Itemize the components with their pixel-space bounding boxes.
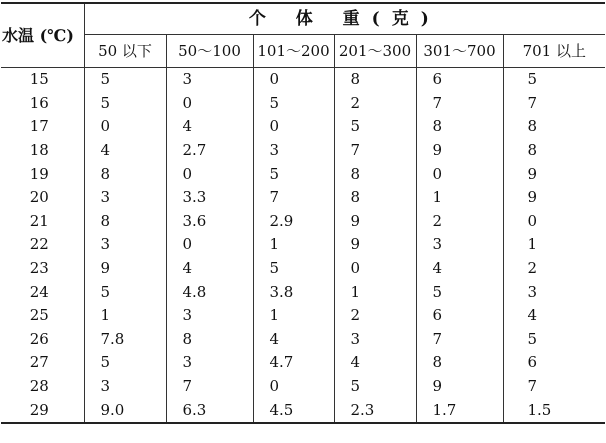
value-cell: 7 — [416, 328, 503, 352]
temperature-cell: 18 — [1, 139, 84, 163]
column-header: 701 以上 — [503, 35, 605, 68]
value-cell: 5 — [527, 70, 538, 89]
value-cell: 6 — [416, 304, 503, 328]
table-row — [1, 68, 605, 92]
value-cell: 3 — [84, 186, 166, 210]
value-cell: 3.6 — [166, 210, 253, 234]
table-body — [1, 68, 605, 423]
temperature-cell: 28 — [1, 375, 84, 399]
table-row — [1, 280, 605, 304]
value-cell: 4 — [416, 257, 503, 281]
temperature-cell: 24 — [1, 280, 84, 304]
value-cell: 5 — [416, 280, 503, 304]
table-row — [1, 398, 605, 423]
value-cell: 1.5 — [503, 398, 605, 423]
value-cell: 9 — [416, 139, 503, 163]
value-cell: 8 — [416, 115, 503, 139]
value-cell: 3 — [84, 233, 166, 257]
value-cell: 0 — [166, 162, 253, 186]
value-cell: 2 — [334, 304, 416, 328]
temperature-cell: 27 — [1, 351, 84, 375]
temperature-cell: 26 — [1, 328, 84, 352]
header-row-group — [1, 3, 605, 35]
value-cell: 0 — [84, 115, 166, 139]
value-cell: 7 — [416, 92, 503, 116]
table-row — [1, 139, 605, 163]
value-cell: 1 — [334, 280, 416, 304]
value-cell: 0 — [253, 375, 334, 399]
value-cell: 0 — [527, 211, 538, 230]
value-cell: 5 — [527, 329, 538, 348]
value-cell: 3 — [166, 304, 253, 328]
temperature-cell: 15 — [1, 68, 84, 92]
value-cell: 2.3 — [334, 398, 416, 423]
column-header: 301～700 — [416, 35, 503, 68]
value-cell: 7 — [527, 377, 538, 396]
value-cell: 4.5 — [253, 398, 334, 423]
column-header: 50～100 — [166, 35, 253, 68]
value-cell: 2 — [334, 92, 416, 116]
value-cell: 7 — [253, 186, 334, 210]
value-cell: 2 — [527, 259, 538, 278]
table-row — [1, 304, 605, 328]
value-cell: 0 — [253, 115, 334, 139]
value-cell: 3 — [527, 282, 538, 301]
temperature-cell: 25 — [1, 304, 84, 328]
value-cell: 8 — [84, 210, 166, 234]
value-cell: 3 — [166, 68, 253, 92]
temperature-cell: 29 — [1, 398, 84, 423]
table-row — [1, 257, 605, 281]
value-cell: 4 — [84, 139, 166, 163]
table-header — [1, 3, 605, 68]
value-cell: 4 — [527, 306, 538, 325]
value-cell: 5 — [84, 351, 166, 375]
value-cell: 8 — [416, 351, 503, 375]
value-cell: 5 — [253, 92, 334, 116]
value-cell: 3.3 — [166, 186, 253, 210]
value-cell: 8 — [334, 162, 416, 186]
value-cell: 1 — [527, 235, 538, 254]
value-cell: 1.7 — [416, 398, 503, 423]
value-cell: 4 — [166, 257, 253, 281]
value-cell: 2.7 — [166, 139, 253, 163]
value-cell: 8 — [166, 328, 253, 352]
body-weight-group-header: 个 体 重(克) — [84, 3, 605, 35]
water-temperature-header: 水温 (℃) — [1, 3, 84, 68]
value-cell: 6 — [416, 68, 503, 92]
value-cell: 9 — [416, 375, 503, 399]
temperature-cell: 20 — [1, 186, 84, 210]
table-row — [1, 375, 605, 399]
temperature-weight-table — [1, 2, 605, 424]
value-cell: 1 — [416, 186, 503, 210]
value-cell: 5 — [253, 257, 334, 281]
value-cell: 0 — [166, 233, 253, 257]
table-row — [1, 233, 605, 257]
value-cell: 9.0 — [84, 398, 166, 423]
value-cell: 1 — [84, 304, 166, 328]
value-cell: 3 — [84, 375, 166, 399]
value-cell: 3 — [416, 233, 503, 257]
value-cell: 3 — [253, 139, 334, 163]
value-cell: 8 — [84, 162, 166, 186]
table-row — [1, 92, 605, 116]
value-cell: 1 — [253, 304, 334, 328]
value-cell: 9 — [334, 210, 416, 234]
value-cell: 8 — [334, 186, 416, 210]
value-cell: 7.8 — [84, 328, 166, 352]
value-cell: 0 — [416, 162, 503, 186]
value-cell: 2 — [416, 210, 503, 234]
value-cell: 2.9 — [253, 210, 334, 234]
value-cell: 5 — [334, 115, 416, 139]
value-cell: 8 — [527, 141, 538, 160]
table-row — [1, 115, 605, 139]
value-cell: 9 — [527, 188, 538, 207]
temperature-cell: 19 — [1, 162, 84, 186]
column-header: 101～200 — [253, 35, 334, 68]
table-row — [1, 328, 605, 352]
temperature-cell: 22 — [1, 233, 84, 257]
value-cell: 4 — [334, 351, 416, 375]
column-header: 50 以下 — [84, 35, 166, 68]
value-cell: 1 — [253, 233, 334, 257]
value-cell: 4 — [253, 328, 334, 352]
value-cell: 4 — [166, 115, 253, 139]
table-row — [1, 351, 605, 375]
value-cell: 5 — [84, 92, 166, 116]
table-row — [1, 210, 605, 234]
value-cell: 7 — [527, 93, 538, 112]
value-cell: 3 — [334, 328, 416, 352]
value-cell: 4.8 — [166, 280, 253, 304]
value-cell: 5 — [334, 375, 416, 399]
value-cell: 9 — [84, 257, 166, 281]
value-cell: 3.8 — [253, 280, 334, 304]
value-cell: 5 — [84, 280, 166, 304]
value-cell: 7 — [166, 375, 253, 399]
temperature-cell: 17 — [1, 115, 84, 139]
value-cell: 0 — [334, 257, 416, 281]
value-cell: 3 — [166, 351, 253, 375]
value-cell: 6 — [527, 353, 538, 372]
value-cell: 5 — [84, 68, 166, 92]
table-row — [1, 186, 605, 210]
data-table-container — [0, 2, 606, 443]
value-cell: 6.3 — [166, 398, 253, 423]
value-cell: 9 — [334, 233, 416, 257]
column-header: 201～300 — [334, 35, 416, 68]
value-cell: 4.7 — [253, 351, 334, 375]
temperature-cell: 23 — [1, 257, 84, 281]
value-cell: 0 — [166, 92, 253, 116]
value-cell: 8 — [527, 117, 538, 136]
value-cell: 8 — [334, 68, 416, 92]
value-cell: 0 — [253, 68, 334, 92]
table-row — [1, 162, 605, 186]
temperature-cell: 21 — [1, 210, 84, 234]
value-cell: 9 — [527, 164, 538, 183]
value-cell: 5 — [253, 162, 334, 186]
header-row-columns — [1, 35, 605, 68]
value-cell: 7 — [334, 139, 416, 163]
temperature-cell: 16 — [1, 92, 84, 116]
